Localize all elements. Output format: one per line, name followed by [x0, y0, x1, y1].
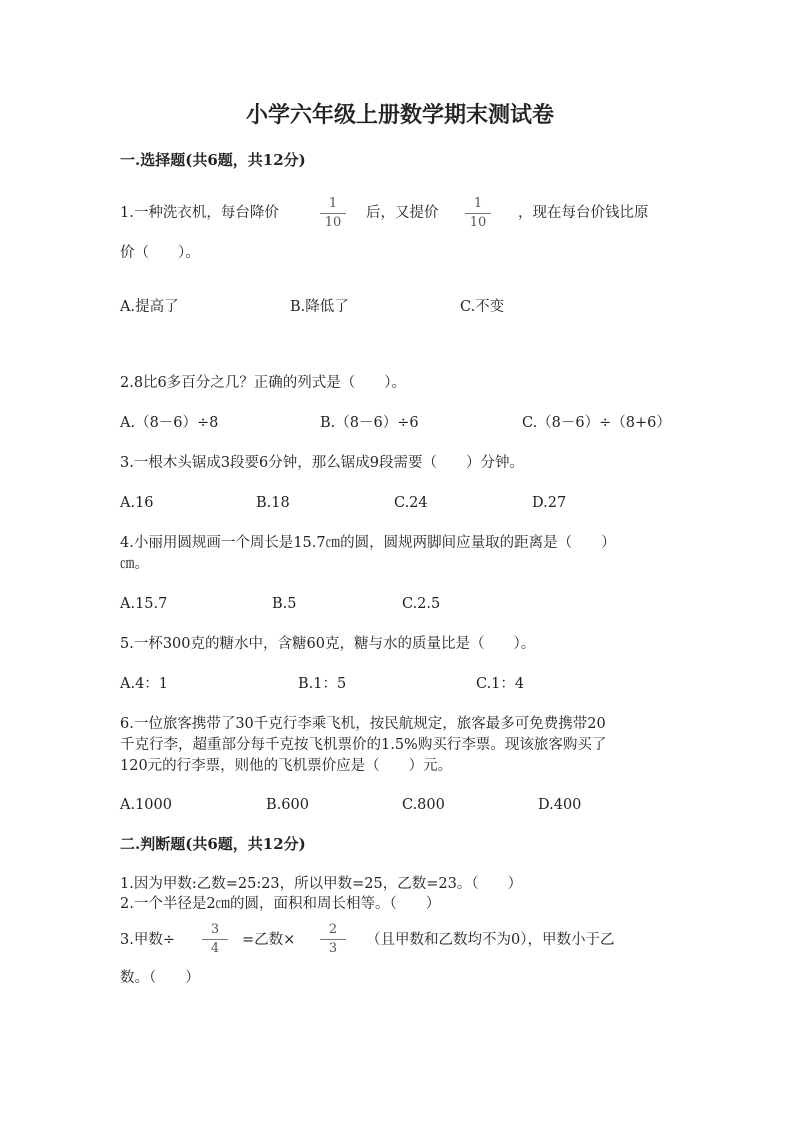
question-3-option-b: B.18	[256, 495, 290, 511]
question-2-text: 2.8比6多百分之几？正确的列式是（ ）。	[120, 375, 407, 391]
question-5-text: 5.一杯300克的糖水中，含糖60克，糖与水的质量比是（ ）。	[120, 636, 536, 652]
fraction-three-quarters	[202, 922, 228, 957]
fraction-numerator: 1	[328, 196, 338, 211]
fraction-bar	[202, 939, 228, 940]
question-6-option-b: B.600	[266, 797, 309, 813]
fraction-denominator: 10	[469, 215, 487, 230]
question-2-option-a: A.（8－6）÷8	[120, 415, 219, 431]
judge-question-2-text: 2.一个半径是2㎝的圆，面积和周长相等。（ ）	[120, 896, 441, 912]
fraction-denominator: 4	[210, 941, 220, 956]
question-2-option-b: B.（8－6）÷6	[320, 415, 419, 431]
question-4-option-b: B.5	[272, 596, 297, 612]
question-4-option-c: C.2.5	[402, 596, 441, 612]
question-5-option-b: B.1：5	[298, 676, 347, 692]
fraction-numerator: 3	[210, 922, 220, 937]
question-1-option-c: C.不变	[460, 299, 505, 315]
question-2-option-c: C.（8－6）÷（8+6）	[522, 415, 671, 431]
fraction-denominator: 3	[328, 941, 338, 956]
question-5-option-c: C.1：4	[476, 676, 525, 692]
question-6-text-line3: 120元的行李票，则他的飞机票价应是（ ）元。	[120, 758, 453, 774]
question-1-text-part3: ，现在每台价钱比原	[518, 205, 649, 221]
fraction-one-tenth-2	[465, 196, 491, 231]
judge-question-3-text-part1: 3.甲数÷	[120, 932, 175, 948]
fraction-one-tenth-1	[320, 196, 346, 231]
fraction-numerator: 1	[473, 196, 483, 211]
judge-question-3-text-line2: 数。（ ）	[120, 970, 200, 986]
section-heading-choice: 一.选择题(共6题，共12分)	[120, 151, 306, 169]
fraction-bar	[320, 939, 346, 940]
judge-question-1-text: 1.因为甲数:乙数=25:23，所以甲数=25，乙数=23。（ ）	[120, 876, 523, 892]
question-6-option-c: C.800	[402, 797, 445, 813]
question-5-option-a: A.4：1	[120, 676, 169, 692]
question-4-text-line1: 4.小丽用圆规画一个周长是15.7㎝的圆，圆规两脚间应量取的距离是（ ）	[120, 535, 616, 551]
question-4-text-line2: ㎝。	[120, 556, 149, 572]
judge-question-3-text-part3: （且甲数和乙数均不为0），甲数小于乙	[366, 932, 615, 948]
page-title: 小学六年级上册数学期末测试卷	[245, 102, 554, 128]
question-6-option-d: D.400	[538, 797, 582, 813]
question-1-text-line2: 价（ ）。	[120, 245, 200, 261]
question-6-option-a: A.1000	[120, 797, 172, 813]
question-3-text: 3.一根木头锯成3段要6分钟，那么锯成9段需要（ ）分钟。	[120, 455, 525, 471]
question-3-option-c: C.24	[394, 495, 428, 511]
section-heading-judge: 二.判断题(共6题，共12分)	[120, 835, 306, 853]
judge-question-3-text-part2: =乙数×	[242, 932, 296, 948]
fraction-numerator: 2	[328, 922, 338, 937]
question-1-text-part1: 1.一种洗衣机，每台降价	[120, 205, 279, 221]
question-3-option-d: D.27	[532, 495, 567, 511]
question-1-option-b: B.降低了	[290, 299, 349, 315]
question-1-option-a: A.提高了	[120, 299, 179, 315]
fraction-two-thirds	[320, 922, 346, 957]
fraction-bar	[320, 213, 346, 214]
fraction-bar	[465, 213, 491, 214]
question-1-text-part2: 后，又提价	[366, 205, 439, 221]
question-6-text-line2: 千克行李，超重部分每千克按飞机票价的1.5%购买行李票。现该旅客购买了	[120, 737, 607, 753]
fraction-denominator: 10	[324, 215, 342, 230]
question-3-option-a: A.16	[120, 495, 154, 511]
question-4-option-a: A.15.7	[120, 596, 168, 612]
question-6-text-line1: 6.一位旅客携带了30千克行李乘飞机，按民航规定，旅客最多可免费携带20	[120, 716, 606, 732]
